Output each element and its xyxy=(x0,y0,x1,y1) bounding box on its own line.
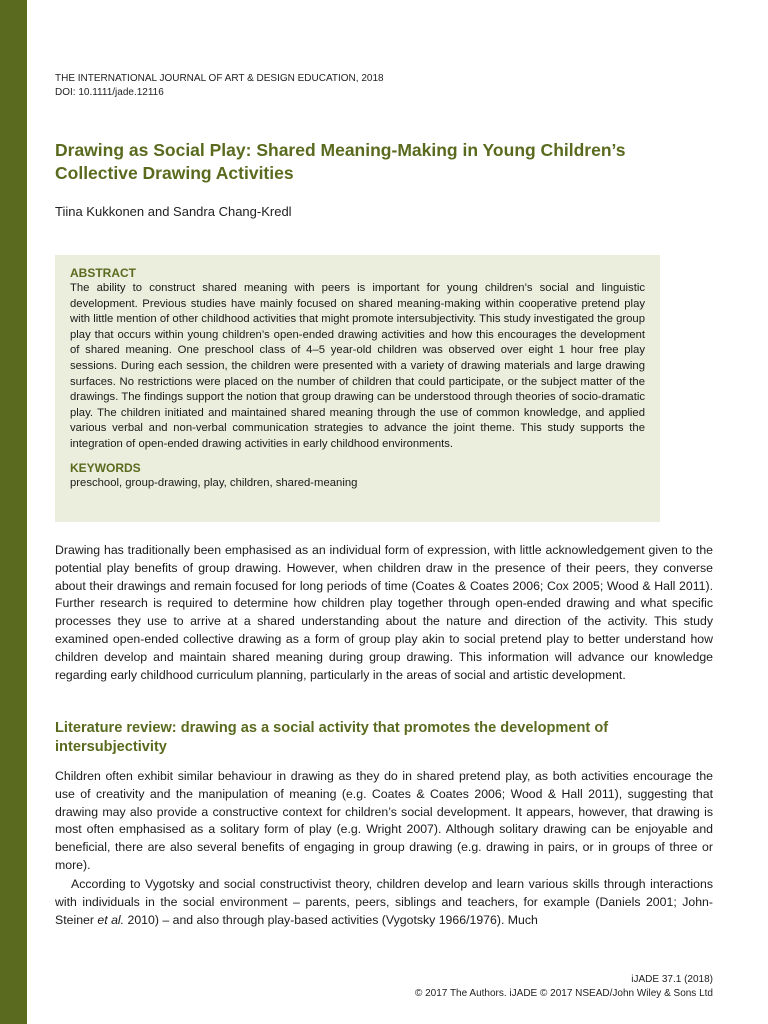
journal-header xyxy=(55,72,384,100)
article-authors: Tiina Kukkonen and Sandra Chang-Kredl xyxy=(55,204,292,219)
page-footer xyxy=(415,973,713,1000)
journal-name: THE INTERNATIONAL JOURNAL OF ART & DESIGN EDUCATION, 2018 xyxy=(55,73,384,84)
paragraph-text: According to Vygotsky and social constructivist theory, children develop and learn various skills through interactions with individuals in the social environment – parents, peers, siblings and teachers, for example (Daniels 2001; John-Steiner xyxy=(55,877,713,927)
section-heading: Literature review: drawing as a social activity that promotes the development of intersubjectivity xyxy=(55,720,609,755)
keywords-text: preschool, group-drawing, play, children, shared-meaning xyxy=(70,476,358,489)
journal-color-bar xyxy=(0,0,27,1024)
literature-paragraph-2 xyxy=(55,876,713,929)
citation-et-al: et al. xyxy=(97,912,125,927)
article-title: Drawing as Social Play: Shared Meaning-Making in Young Children’s Collective Drawing Activities xyxy=(55,140,626,183)
issue-info: iJADE 37.1 (2018) xyxy=(631,974,713,985)
abstract-heading: ABSTRACT xyxy=(70,266,136,280)
copyright-notice: © 2017 The Authors. iJADE © 2017 NSEAD/John Wiley & Sons Ltd xyxy=(414,987,713,999)
paragraph-text: 2010) – and also through play-based activities (Vygotsky 1966/1976). Much xyxy=(124,912,538,927)
abstract-text: The ability to construct shared meaning with peers is important for young children’s social and linguistic development. Previous studies have mainly focused on shared meaning-making within cooperative pretend play with little mention of other childhood activities that might promote intersubjectivity. This study investigated the group play that occurs within young children’s open-ended drawing activities and how this encourages the development of shared meaning. One preschool class of 4–5 year-old children was observed over eight 1 hour free play sessions. During each session, the children were presented with a variety of drawing materials and large drawing surfaces. No restrictions were placed on the number of children that could participate, or the subject matter of the drawings. The findings support the notion that group drawing can be understood through theories of socio-dramatic play. The children initiated and maintained shared meaning through the use of common knowledge, and applied various verbal and non-verbal communication strategies to advance the joint theme. This study supports the integration of open-ended drawing activities in early childhood environments. xyxy=(70,282,645,450)
literature-paragraph-1: Children often exhibit similar behaviour in drawing as they do in shared pretend play, as both activities encourage the use of creativity and the manipulation of meaning (e.g. Coates & Coates 2006; Wood & Hall 2011), suggesting that drawing may also provide a constructive context for children’s social development. It appears, however, that drawing is most often emphasised as a solitary form of play (e.g. Wright 2007). Although solitary drawing can be enjoyable and beneficial, there are also several benefits of engaging in group drawing (e.g. drawing in pairs, or in groups of three or more). xyxy=(55,769,713,872)
doi-link[interactable]: DOI: 10.1111/jade.12116 xyxy=(55,87,164,98)
abstract-box xyxy=(55,255,660,522)
keywords-heading: KEYWORDS xyxy=(70,460,141,475)
intro-paragraph: Drawing has traditionally been emphasised as an individual form of expression, with little acknowledgement given to the potential play benefits of group drawing. However, when children draw in the presence of their peers, they converse about their drawings and remain focused for long periods of time (Coates & Coates 2006; Cox 2005; Wood & Hall 2011). Further research is required to determine how children play together through open-ended drawing and what specific processes they use to arrive at a shared understanding about the nature and direction of the activity. This study examined open-ended collective drawing as a form of group play akin to social pretend play to better understand how children develop and maintain shared meaning during group drawing. This information will advance our knowledge regarding early childhood curriculum planning, particularly in the areas of social and artistic development. xyxy=(55,543,713,682)
